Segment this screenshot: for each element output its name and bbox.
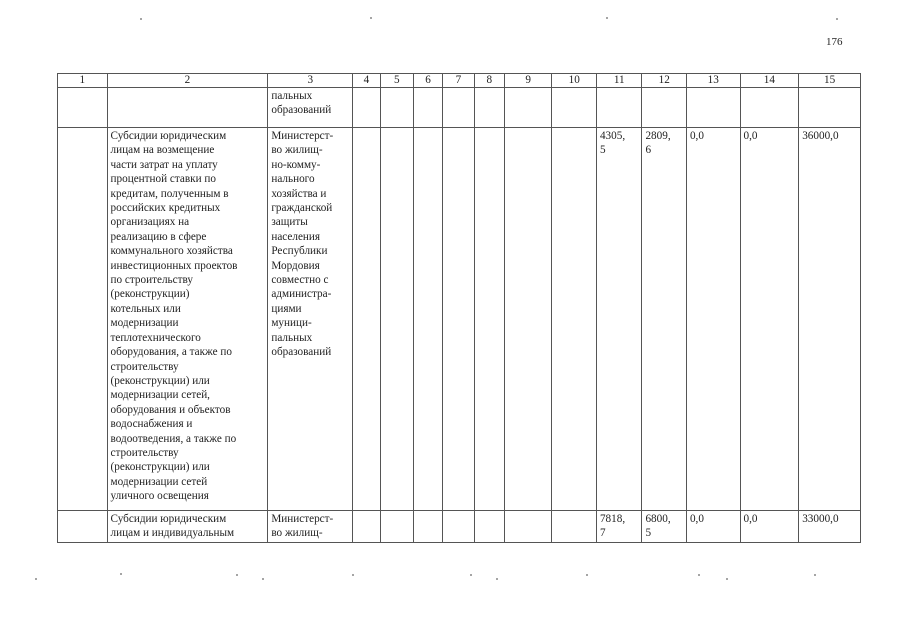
scan-speck (606, 17, 608, 19)
text-line: коммунального хозяйства (110, 245, 233, 258)
table-row (58, 511, 861, 543)
text-line: кредитам, полученным в (110, 187, 229, 200)
scan-speck (370, 17, 372, 19)
text-line: по строительству (110, 274, 193, 287)
text-line: 5 (645, 527, 652, 540)
cell-value-15: 33000,0 (799, 511, 861, 543)
text-line: модернизации сетей, (110, 389, 210, 402)
text-line: 4305, (599, 130, 626, 142)
text-line: хозяйства и (271, 187, 327, 200)
text-line: пальных (271, 331, 313, 344)
text-line: Министерст- (271, 130, 334, 142)
scan-speck (726, 578, 728, 580)
scan-speck (496, 578, 498, 580)
scan-speck (470, 574, 472, 576)
text-line: пальных (271, 90, 313, 102)
scan-speck (698, 574, 700, 576)
column-header: 9 (504, 74, 552, 88)
text-line: Субсидии юридическим (110, 513, 227, 525)
column-header: 5 (380, 74, 413, 88)
column-header: 3 (268, 74, 353, 88)
text-line: 2809, (645, 130, 671, 142)
column-header: 14 (740, 74, 799, 88)
scan-speck (352, 574, 354, 576)
scan-speck (836, 18, 838, 20)
cell-value-13: 0,0 (686, 128, 740, 511)
scan-speck (814, 574, 816, 576)
scan-speck (35, 578, 37, 580)
text-line: но-комму- (271, 158, 321, 171)
text-line: лицам на возмещение (110, 144, 215, 157)
text-line: гражданской (271, 202, 333, 215)
scan-speck (262, 578, 264, 580)
page-number: 176 (826, 36, 843, 48)
text-line: водоснабжения и (110, 418, 193, 431)
scan-speck (586, 574, 588, 576)
cell-description (107, 88, 268, 128)
text-line: 5 (599, 144, 606, 157)
text-line: российских кредитных (110, 202, 221, 215)
scan-speck (236, 574, 238, 576)
text-line: Мордовия (271, 259, 320, 272)
text-line: администра- (271, 288, 332, 301)
text-line: котельных или (110, 302, 181, 315)
table-row (58, 88, 861, 128)
text-line: процентной ставки по (110, 173, 216, 186)
text-line: образований (271, 346, 332, 359)
text-line: населения (271, 230, 321, 243)
cell-value-15: 36000,0 (799, 128, 861, 511)
text-line: образований (271, 104, 332, 117)
column-header: 4 (353, 74, 380, 88)
text-line: части затрат на уплату (110, 158, 218, 171)
column-header: 13 (686, 74, 740, 88)
cell-num (58, 128, 108, 511)
text-line: водоотведения, а также по (110, 432, 237, 445)
column-header: 10 (552, 74, 596, 88)
text-line: (реконструкции) или (110, 374, 210, 387)
text-line: Субсидии юридическим (110, 130, 227, 142)
text-line: лицам и индивидуальным (110, 527, 235, 540)
text-line: оборудования и объектов (110, 403, 231, 416)
cell-executor (268, 128, 353, 511)
text-line: инвестиционных проектов (110, 259, 238, 272)
text-line: (реконструкции) или (110, 461, 210, 474)
text-line: теплотехнического (110, 331, 201, 344)
text-line: строительству (110, 360, 179, 373)
cell-value-14: 0,0 (740, 511, 799, 543)
cell-description (107, 511, 268, 543)
text-line: уличного освещения (110, 490, 209, 503)
text-line: строительству (110, 446, 179, 459)
cell-executor (268, 88, 353, 128)
column-header: 11 (596, 74, 642, 88)
text-line: реализацию в сфере (110, 230, 207, 243)
text-line: муници- (271, 317, 312, 330)
text-line: 6 (645, 144, 652, 157)
text-line: 7818, (599, 513, 626, 525)
column-header: 12 (642, 74, 686, 88)
text-line: (реконструкции) (110, 288, 190, 301)
text-line: 6800, (645, 513, 671, 525)
text-line: во жилищ- (271, 527, 323, 540)
column-header: 2 (107, 74, 268, 88)
cell-value-12 (642, 128, 686, 511)
text-line: Министерст- (271, 513, 334, 525)
table-row (58, 128, 861, 511)
cell-value-12 (642, 511, 686, 543)
text-line: во жилищ- (271, 144, 323, 157)
text-line: защиты (271, 216, 308, 229)
column-header: 1 (58, 74, 108, 88)
scan-speck (120, 573, 122, 575)
column-header: 8 (474, 74, 504, 88)
text-line: Республики (271, 245, 328, 258)
column-header: 7 (443, 74, 474, 88)
header-row (58, 74, 861, 88)
cell-value-11 (596, 128, 642, 511)
cell-value-13: 0,0 (686, 511, 740, 543)
text-line: совместно с (271, 274, 329, 287)
text-line: модернизации сетей (110, 475, 208, 488)
cell-num (58, 511, 108, 543)
text-line: модернизации (110, 317, 179, 330)
text-line: нального (271, 173, 315, 186)
column-header: 15 (799, 74, 861, 88)
cell-num (58, 88, 108, 128)
scan-speck (140, 18, 142, 20)
text-line: циями (271, 302, 302, 315)
cell-description (107, 128, 268, 511)
cell-executor (268, 511, 353, 543)
text-line: 7 (599, 527, 606, 540)
column-header: 6 (413, 74, 442, 88)
cell-value-14: 0,0 (740, 128, 799, 511)
text-line: организациях на (110, 216, 190, 229)
cell-value-11 (596, 511, 642, 543)
text-line: оборудования, а также по (110, 346, 232, 359)
data-table (57, 73, 861, 543)
